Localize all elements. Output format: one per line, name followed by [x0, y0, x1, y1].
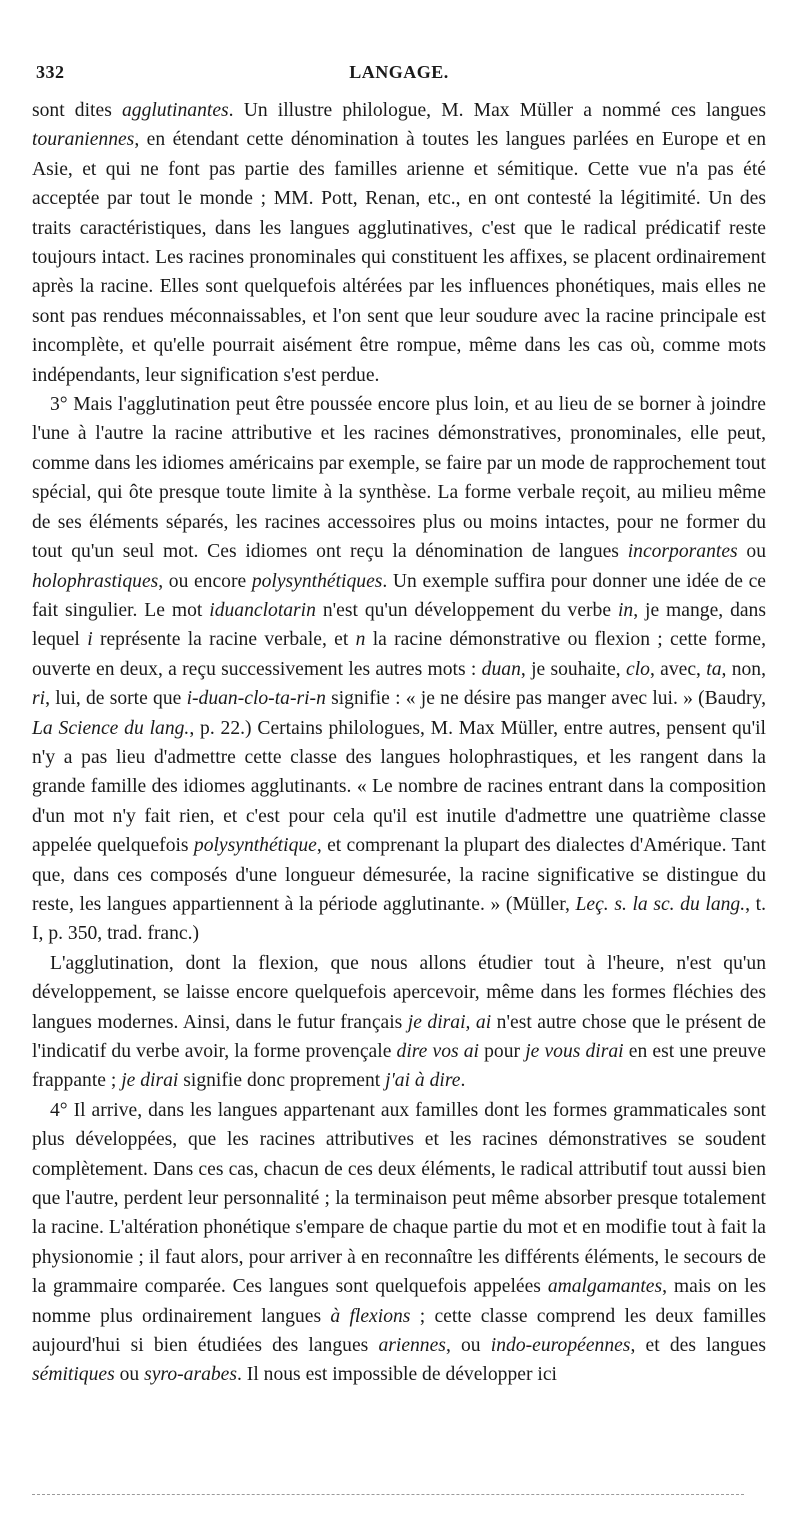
- text-run: , lui, de sorte que: [45, 688, 187, 710]
- italic-text: je dirai, ai: [407, 1011, 492, 1033]
- body-text: [32, 96, 766, 1390]
- text-run: signifie donc proprement: [178, 1070, 386, 1092]
- footer-rule: [32, 1494, 744, 1495]
- italic-text: Leç. s. la sc. du lang.: [575, 893, 746, 915]
- text-run: représente la racine verbale, et: [92, 629, 356, 651]
- italic-text: j'ai à dire: [385, 1070, 461, 1092]
- text-run: 3° Mais l'agglutination peut être poussée encore plus loin, et au lieu de se borner à joindre l'une à l'autre la racine attributive et les racines démonstratives, pronominales, elle peut, comme dans les idiomes américains par exemple, se faire par un mode de rapprochement tout spécial, qui ôte presque toute limite à la synthèse. La forme verbale reçoit, au milieu même de ses éléments séparés, les racines accessoires plus ou moins intactes, pour ne former du tout qu'un seul mot. Ces idiomes ont reçu la dénomination de langues: [32, 394, 766, 563]
- running-head: LANGAGE.: [349, 62, 449, 82]
- text-run: ou: [737, 541, 766, 563]
- text-run: , je mange, dans lequel: [32, 599, 766, 651]
- italic-text: iduanclotarin: [209, 599, 316, 621]
- italic-text: clo: [626, 658, 650, 680]
- italic-text: dire vos ai: [396, 1041, 479, 1062]
- italic-text: polysynthétiques: [251, 570, 383, 592]
- italic-text: sémitiques: [32, 1364, 115, 1386]
- text-run: n'est qu'un développement du verbe: [315, 599, 618, 621]
- italic-text: i-duan-clo-ta-ri-n: [186, 688, 326, 710]
- text-run: , non,: [721, 658, 766, 680]
- italic-text: indo-européennes: [490, 1335, 631, 1357]
- page-header: [32, 62, 766, 86]
- text-run: la racine démonstrative ou flexion ; cette forme, ouverte en deux, a reçu successivement les autres mots :: [32, 629, 767, 680]
- text-run: , en étendant cette dénomination à toutes les langues parlées en Europe et en Asie, et qui ne font pas partie des familles arienne et sémitique. Cette vue n'a pas été acceptée par tout le monde ; MM. Pott, Renan, etc., en ont contesté la légitimité. Un des traits caractéristiques, dans les langues agglutinatives, c'est que le radical prédicatif reste toujours intact. Les racines pronominales qui constituent les affixes, se placent ordinairement après la racine. Elles sont quelquefois altérées par les influences phonétiques, mais elles ne sont pas rendues méconnaissables, et l'on sent que leur soudure avec la racine principale est incomplète, et qu'elle pourrait aisément être rompue, même dans les cas où, comme mots indépendants, leur signification s'est perdue.: [32, 129, 766, 386]
- paragraph: [32, 1096, 766, 1390]
- text-run: .: [460, 1070, 466, 1092]
- italic-text: polysynthétique: [193, 835, 317, 857]
- italic-text: incorporantes: [627, 541, 738, 563]
- text-run: ; cette classe comprend les deux familles aujourd'hui si bien étudiées des langues: [32, 1305, 767, 1357]
- text-run: , je souhaite,: [520, 658, 627, 680]
- italic-text: amalgamantes: [547, 1276, 663, 1298]
- text-run: , et des langues: [630, 1335, 766, 1357]
- italic-text: je dirai: [121, 1070, 179, 1092]
- text-run: n'est autre chose que le présent de l'indicatif du verbe avoir, la forme provençale: [32, 1011, 766, 1062]
- italic-text: touraniennes: [32, 129, 135, 151]
- text-run: pour: [479, 1041, 526, 1062]
- italic-text: La Science du lang.: [32, 717, 190, 739]
- paragraph: [32, 390, 766, 949]
- italic-text: holophrastiques: [32, 570, 159, 592]
- text-run: 4° Il arrive, dans les langues appartenant aux familles dont les formes grammaticales sont plus développées, que les racines attributives et les racines démonstratives se soudent complètement. Dans ces cas, chacun de ces deux éléments, le radical attributif tout aussi bien que l'autre, perdent leur personnalité ; la terminaison peut même absorber presque totalement la racine. L'altération phonétique s'empare de chaque partie du mot et en modifie tout à fait la physionomie ; il faut alors, pour arriver à en reconnaître les différents éléments, le secours de la grammaire comparée. Ces langues sont quelquefois appelées: [32, 1099, 766, 1298]
- text-run: , avec,: [649, 658, 707, 680]
- text-run: , ou: [445, 1335, 491, 1357]
- italic-text: in: [617, 599, 634, 621]
- paragraph: [32, 949, 766, 1096]
- text-run: , et comprenant la plupart des dialectes d'Amérique. Tant que, dans ces composés d'une longueur démesurée, la racine significative se distingue du reste, les langues appartiennent à la période agglutinante. » (Müller,: [32, 835, 766, 915]
- text-run: . Il nous est impossible de développer ici: [237, 1364, 557, 1386]
- text-run: sont dites: [32, 100, 122, 121]
- text-run: , t. I, p. 350, trad. franc.): [32, 893, 767, 945]
- text-run: , ou encore: [158, 570, 252, 592]
- text-run: , mais on les nomme plus ordinairement langues: [32, 1276, 766, 1327]
- text-run: , p. 22.) Certains philologues, M. Max Müller, entre autres, pensent qu'il n'y a pas lieu d'admettre cette classe des langues holophrastiques, et les rangent dans la grande famille des idiomes agglutinants. « Le nombre de racines entrant dans la composition d'un mot n'y fait rien, et c'est pour cela qu'il est inutile d'admettre une quatrième classe appelée quelquefois: [32, 717, 766, 857]
- text-run: . Un illustre philologue, M. Max Müller a nommé ces langues: [228, 100, 767, 121]
- italic-text: duan: [481, 658, 521, 680]
- page-number: 332: [36, 62, 65, 82]
- italic-text: ariennes: [378, 1335, 446, 1357]
- italic-text: ri: [32, 688, 46, 710]
- italic-text: je vous dirai: [525, 1041, 624, 1062]
- italic-text: ta: [706, 658, 722, 680]
- text-run: L'agglutination, dont la flexion, que nous allons étudier tout à l'heure, n'est qu'un développement, se laisse encore quelquefois apercevoir, même dans les formes fléchies des langues modernes. Ainsi, dans le futur français: [32, 952, 766, 1033]
- italic-text: agglutinantes: [121, 100, 229, 121]
- text-run: en est une preuve frappante ;: [32, 1041, 767, 1092]
- italic-text: à flexions: [330, 1305, 411, 1327]
- book-page: [32, 62, 766, 1390]
- paragraph: [32, 96, 766, 390]
- text-run: signifie : « je ne désire pas manger avec lui. » (Baudry,: [325, 688, 766, 710]
- text-run: ou: [114, 1364, 145, 1386]
- italic-text: n: [355, 629, 366, 651]
- italic-text: syro-arabes: [144, 1364, 237, 1386]
- italic-text: i: [87, 629, 93, 651]
- text-run: . Un exemple suffira pour donner une idée de ce fait singulier. Le mot: [32, 570, 766, 621]
